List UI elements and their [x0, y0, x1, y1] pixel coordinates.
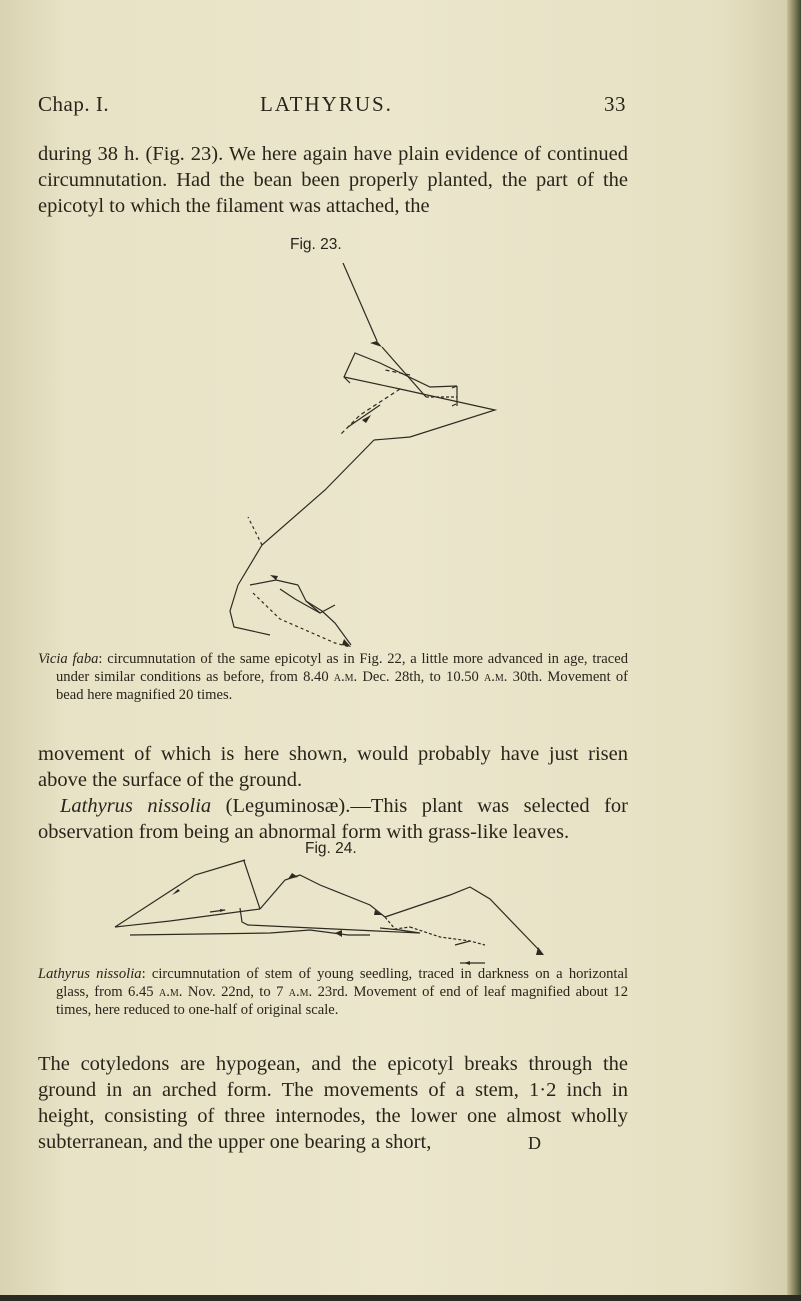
- paragraph-1-text: during 38 h. (Fig. 23). We here again have plain evidence of continued circumnutation. Had the bean been properly planted, the part of the epicotyl to which the filament was attached, the: [38, 143, 628, 217]
- fig-24-label: Fig. 24.: [305, 840, 357, 857]
- running-header: [38, 92, 626, 122]
- page-bottom-edge: [0, 1295, 801, 1301]
- chapter-label: Chap. I.: [38, 92, 110, 116]
- paragraph-2: [38, 741, 628, 845]
- fig-23-caption-am1: a.m.: [333, 669, 358, 685]
- fig-24-caption-am2: a.m.: [288, 984, 313, 1000]
- fig-23-label: Fig. 23.: [290, 236, 342, 253]
- fig-23-caption-text3: 30th. Movement of bead here magnified 20 times.: [56, 669, 628, 703]
- fig-23-tracing: [130, 255, 530, 650]
- running-title: LATHYRUS.: [260, 92, 393, 116]
- fig-24-caption-text3: 23rd. Movement of end of leaf magnified about 12 times, here reduced to one-half of original scale.: [56, 984, 628, 1018]
- paragraph-3-text: (Leguminosæ).—This plant was selected for observation from being an abnormal form with grass-like leaves.: [38, 795, 628, 843]
- paragraph-4-text: The cotyledons are hypogean, and the epicotyl breaks through the ground in an arched form. The movements of a stem, 1·2 inch in height, consisting of three internodes, the lower one almost wholly subterranean, and the upper one bearing a short,: [38, 1053, 628, 1153]
- fig-23-caption-text2: Dec. 28th, to 10.50: [357, 669, 485, 685]
- fig-23-caption-text: : circumnutation of the same epicotyl as in Fig. 22, a little more advanced in age, traced under similar conditions as before, from 8.40: [56, 651, 628, 685]
- paragraph-2-text: movement of which is here shown, would probably have just risen above the surface of the ground.: [38, 743, 628, 791]
- book-spine-edge: [787, 0, 801, 1301]
- fig-23-caption: [38, 650, 628, 704]
- fig-23-caption-species: Vicia faba: [38, 651, 99, 667]
- fig-23-caption-am2: a.m.: [484, 669, 508, 685]
- paragraph-3: [38, 793, 628, 845]
- fig-24-caption-species: Lathyrus nissolia: [38, 966, 142, 982]
- fig-24-caption-am1: a.m.: [158, 984, 183, 1000]
- signature-mark: D: [528, 1133, 541, 1153]
- paragraph-1: [38, 141, 628, 219]
- page-number: 33: [604, 92, 626, 116]
- paragraph-3-species: Lathyrus nissolia: [60, 795, 212, 817]
- fig-24-tracing: [110, 855, 570, 965]
- fig-24-caption: [38, 965, 628, 1019]
- fig-24-caption-text: : circumnutation of stem of young seedling, traced in darkness on a horizontal glass, from 6.45: [56, 966, 628, 1000]
- fig-24-caption-text2: Nov. 22nd, to 7: [182, 984, 289, 1000]
